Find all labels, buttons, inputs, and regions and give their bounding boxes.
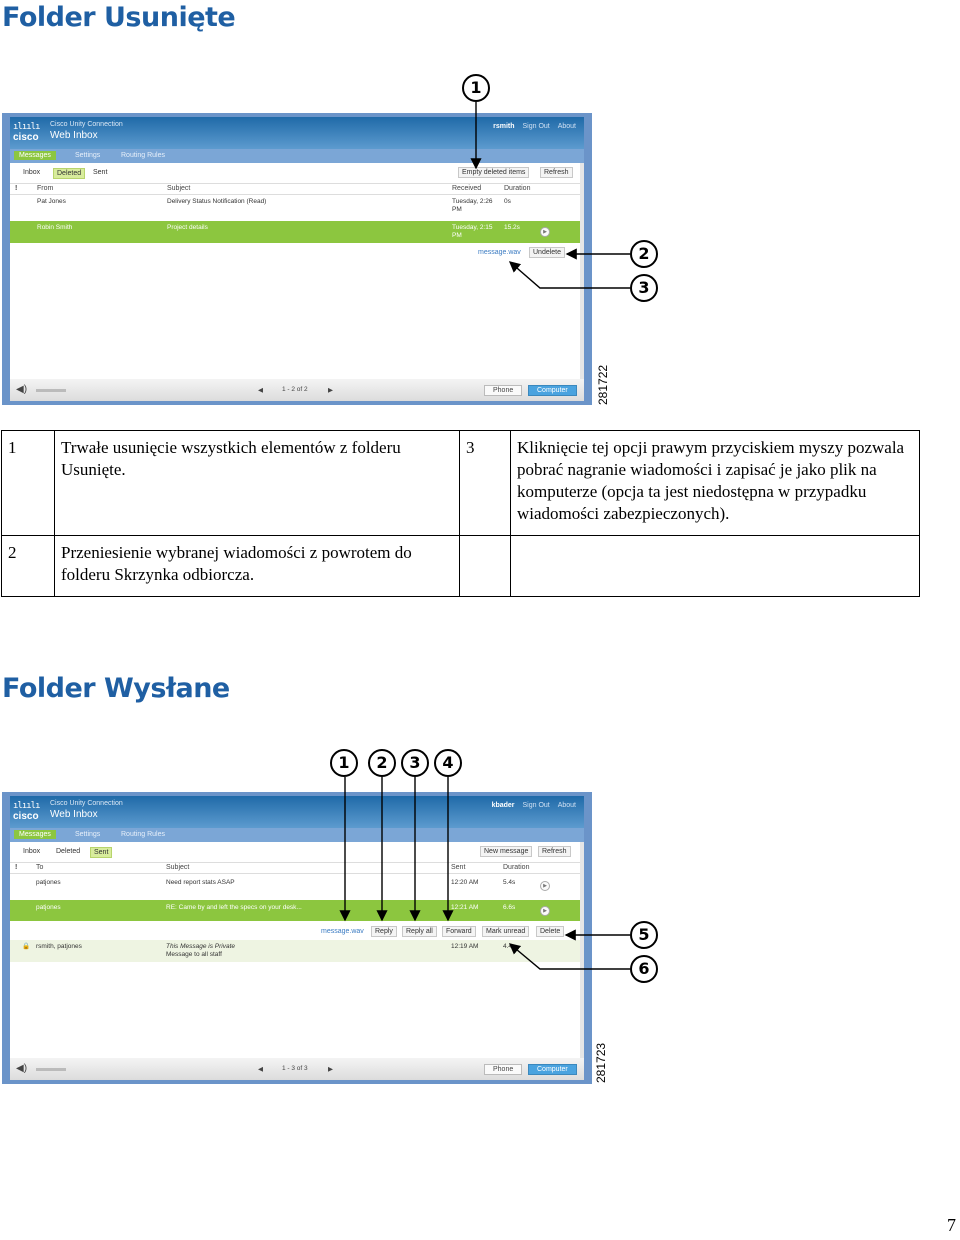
empty-deleted-button[interactable]: Empty deleted items [458,167,529,178]
mark-unread-button[interactable]: Mark unread [482,926,529,937]
callout-2: 2 [630,240,658,268]
nav-routing-rules[interactable]: Routing Rules [121,831,165,838]
row-sent: 12:19 AM [451,943,479,950]
delete-button[interactable]: Delete [536,926,564,937]
attachment-link[interactable]: message.wav [478,249,521,256]
tab-sent[interactable]: Sent [93,169,108,176]
tab-sent[interactable]: Sent [90,847,112,858]
lock-icon: 🔒 [22,943,31,950]
reply-button[interactable]: Reply [371,926,397,937]
undelete-button[interactable]: Undelete [529,247,565,258]
row-to: patjones [36,904,61,911]
figure-id: 281722 [596,364,610,405]
callout-2: 2 [368,749,396,777]
computer-tab[interactable]: Computer [528,1064,577,1075]
row-subject: This Message is Private [166,943,235,950]
section-heading-deleted: Folder Usunięte [2,2,236,33]
cisco-logo-icon: ılıılı [13,801,40,811]
col-duration[interactable]: Duration [503,864,530,871]
row-received-ampm: PM [452,206,462,213]
col-subject[interactable]: Subject [167,185,191,192]
col-sent[interactable]: Sent [451,864,466,871]
prev-page-icon[interactable]: ◀ [258,1066,263,1073]
reply-all-button[interactable]: Reply all [402,926,437,937]
row-duration: 0s [504,198,511,205]
app-title: Web Inbox [50,130,98,141]
refresh-button[interactable]: Refresh [540,167,573,178]
row-duration: 6.6s [503,904,516,911]
col-subject[interactable]: Subject [166,864,190,871]
row-from: Robin Smith [37,224,73,231]
pager: 1 - 2 of 2 [282,386,308,393]
user-name: rsmith [493,123,515,130]
play-icon[interactable]: ▶ [540,227,550,237]
about-link[interactable]: About [557,802,576,809]
nav-settings[interactable]: Settings [75,831,101,838]
cisco-logo-word: cisco [13,132,39,143]
row-subject-line2: Message to all staff [166,951,222,958]
row-from: Pat Jones [37,198,66,205]
cisco-logo-word: cisco [13,811,39,822]
phone-tab[interactable]: Phone [484,385,522,396]
row-sent: 12:21 AM [451,904,479,911]
figure-id: 281723 [594,1042,608,1083]
page-number: 7 [947,1215,956,1235]
user-name: kbader [491,802,515,809]
row-sent: 12:20 AM [451,879,479,886]
legend-num: 3 [460,431,511,536]
play-icon[interactable]: ▶ [540,906,550,916]
about-link[interactable]: About [557,123,576,130]
product-name: Cisco Unity Connection [50,800,123,807]
speaker-icon[interactable]: ◀) [16,1063,28,1074]
col-flag: ! [15,864,18,871]
nav-messages[interactable]: Messages [14,151,56,160]
speaker-icon[interactable]: ◀) [16,384,28,395]
col-to[interactable]: To [36,864,44,871]
refresh-button[interactable]: Refresh [538,846,571,857]
col-flag: ! [15,185,18,192]
row-duration: 15.2s [504,224,520,231]
computer-tab[interactable]: Computer [528,385,577,396]
tab-inbox[interactable]: Inbox [23,169,41,176]
col-received[interactable]: Received [452,185,482,192]
row-received: Tuesday, 2:15 [452,224,493,231]
legend-text: Trwałe usunięcie wszystkich elementów z folderu Usunięte. [55,431,460,536]
tab-deleted[interactable]: Deleted [53,168,85,179]
col-from[interactable]: From [37,185,54,192]
callout-1: 1 [462,74,490,102]
legend-text: Kliknięcie tej opcji prawym przyciskiem myszy pozwala pobrać nagranie wiadomości i zapisać je jako plik na komputerze (opcja ta jest niedostępna w przypadku wiadomości zabezpieczonych). [511,431,920,536]
callout-3: 3 [401,749,429,777]
row-subject: Project details [167,224,208,231]
row-to: patjones [36,879,61,886]
sign-out-link[interactable]: Sign Out [522,123,550,130]
row-subject: Delivery Status Notification (Read) [167,198,267,205]
forward-button[interactable]: Forward [442,926,476,937]
product-name: Cisco Unity Connection [50,121,123,128]
callout-1: 1 [330,749,358,777]
nav-routing-rules[interactable]: Routing Rules [121,152,165,159]
row-subject: Need report stats ASAP [166,879,235,886]
callout-5: 5 [630,921,658,949]
attachment-link[interactable]: message.wav [321,928,364,935]
callout-4: 4 [434,749,462,777]
pager: 1 - 3 of 3 [282,1065,308,1072]
row-duration: 4.4 [503,943,513,950]
new-message-button[interactable]: New message [480,846,532,857]
legend-num: 1 [2,431,55,536]
row-subject: RE: Came by and left the specs on your desk... [166,904,302,911]
legend-text: Przeniesienie wybranej wiadomości z powrotem do folderu Skrzynka odbiorcza. [55,536,460,597]
next-page-icon[interactable]: ▶ [328,1066,333,1073]
row-received: Tuesday, 2:26 [452,198,493,205]
cisco-logo-icon: ılıılı [13,122,40,132]
legend-num: 2 [2,536,55,597]
next-page-icon[interactable]: ▶ [328,387,333,394]
sign-out-link[interactable]: Sign Out [522,802,550,809]
nav-messages[interactable]: Messages [14,830,56,839]
tab-deleted[interactable]: Deleted [56,848,81,855]
col-duration[interactable]: Duration [504,185,531,192]
row-to: rsmith, patjones [36,943,82,950]
row-received-ampm: PM [452,232,462,239]
app-title: Web Inbox [50,809,98,820]
callout-6: 6 [630,955,658,983]
prev-page-icon[interactable]: ◀ [258,387,263,394]
phone-tab[interactable]: Phone [484,1064,522,1075]
callout-3: 3 [630,274,658,302]
tab-inbox[interactable]: Inbox [23,848,41,855]
section-heading-sent: Folder Wysłane [2,673,230,704]
row-duration: 5.4s [503,879,516,886]
nav-settings[interactable]: Settings [75,152,101,159]
play-icon[interactable]: ▶ [540,881,550,891]
